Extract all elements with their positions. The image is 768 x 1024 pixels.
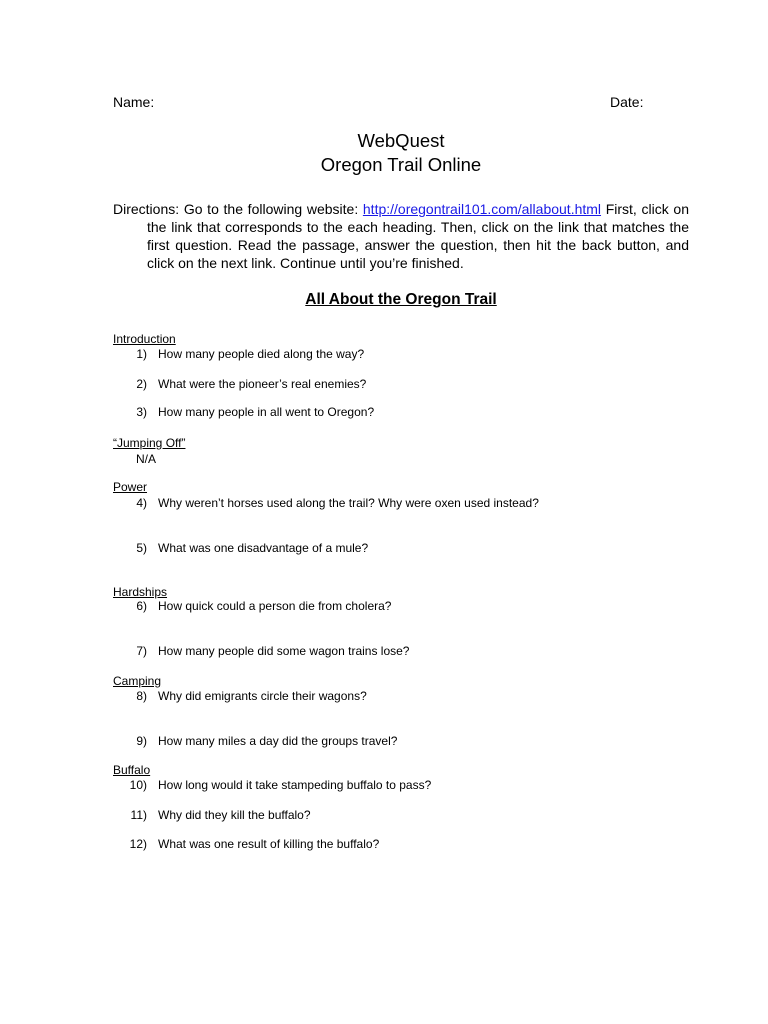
website-link[interactable]: http://oregontrail101.com/allabout.html (362, 201, 602, 217)
section-title: All About the Oregon Trail (305, 291, 497, 308)
question-text: What was one result of killing the buffalo? (158, 837, 380, 851)
section-heading-buffalo: Buffalo (113, 763, 151, 777)
question-number: 7) (136, 644, 147, 658)
page-subtitle: Oregon Trail Online (320, 154, 482, 175)
question-number: 12) (129, 837, 147, 851)
page-title: WebQuest (357, 130, 445, 151)
question-text: Why did emigrants circle their wagons? (158, 689, 367, 703)
section-heading-hardships: Hardships (113, 585, 168, 599)
section-heading-introduction: Introduction (113, 332, 176, 346)
section-heading-camping: Camping (113, 674, 162, 688)
question-text: Why weren’t horses used along the trail? Why were oxen used instead? (158, 496, 539, 510)
directions-rest: First, click on the link that corresponds to the each heading. Then, click on the link that matches the first question. Read the passage, answer the question, then hit the back button, and click on the next link. Continue until you’re finished. (147, 201, 689, 271)
directions-lead: Directions: Go to the following website: (113, 201, 363, 217)
question-number: 2) (136, 377, 147, 391)
question-number: 6) (136, 599, 147, 613)
question-text: What were the pioneer’s real enemies? (158, 377, 367, 391)
question-number: 8) (136, 689, 147, 703)
question-number: 9) (136, 734, 147, 748)
date-label: Date: (610, 94, 644, 110)
question-text: How many people did some wagon trains lose? (158, 644, 410, 658)
na-note: N/A (136, 452, 157, 466)
question-number: 4) (136, 496, 147, 510)
question-text: How many miles a day did the groups travel? (158, 734, 398, 748)
question-text: How quick could a person die from cholera? (158, 599, 392, 613)
question-number: 5) (136, 541, 147, 555)
question-number: 3) (136, 405, 147, 419)
section-heading-power: Power (113, 480, 148, 494)
question-number: 11) (130, 808, 147, 822)
question-text: What was one disadvantage of a mule? (158, 541, 369, 555)
directions-paragraph (113, 200, 689, 272)
question-text: How many people died along the way? (158, 347, 365, 361)
name-label: Name: (113, 94, 155, 110)
question-text: Why did they kill the buffalo? (158, 808, 311, 822)
question-number: 10) (129, 778, 147, 792)
question-text: How many people in all went to Oregon? (158, 405, 375, 419)
section-heading-jumping-off: “Jumping Off” (113, 436, 186, 450)
question-number: 1) (136, 347, 147, 361)
question-text: How long would it take stampeding buffalo to pass? (158, 778, 432, 792)
